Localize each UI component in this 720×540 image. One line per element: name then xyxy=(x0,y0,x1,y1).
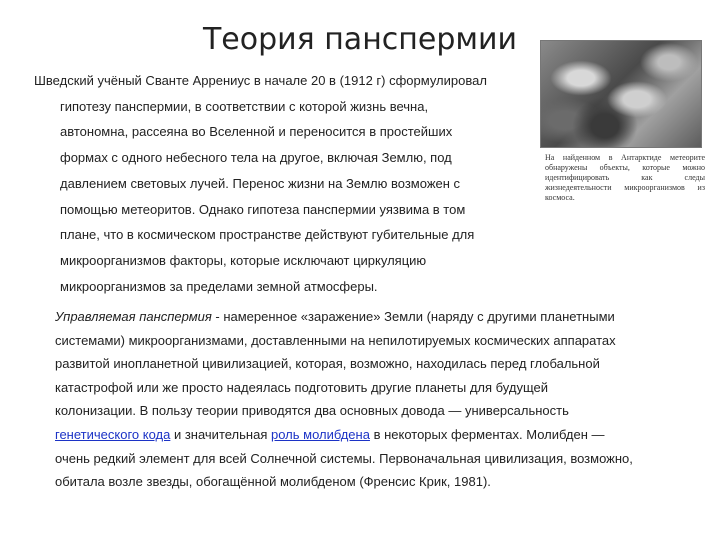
text-line: колонизации. В пользу теории приводятся два основных довода — универсальность xyxy=(55,403,569,419)
text-line: обитала возле звезды, обогащённой молибденом (Френсис Крик, 1981). xyxy=(55,474,491,490)
text-line: давлением световых лучей. Перенос жизни на Землю возможен с xyxy=(60,175,461,191)
text-line: помощью метеоритов. Однако гипотеза панспермии уязвима в том xyxy=(60,201,466,217)
text-line: гипотезу панспермии, в соответствии с которой жизнь вечна, xyxy=(60,98,429,114)
text-line: автономна, рассеяна во Вселенной и переносится в простейших xyxy=(60,124,453,140)
genetic-code-link[interactable]: генетического кода xyxy=(55,426,171,442)
text-line xyxy=(0,423,720,447)
text-line: катастрофой или же просто надеялась подготовить другие планеты для будущей xyxy=(55,379,548,395)
paragraph-directed-panspermia xyxy=(0,305,720,494)
molybdenum-role-link[interactable]: роль молибдена xyxy=(270,426,370,442)
text-line: системами) микроорганизмами, доставленными на непилотируемых космических аппаратах xyxy=(55,332,616,348)
text-line: развитой инопланетной цивилизацией, которая, возможно, находилась перед глобальной xyxy=(55,356,600,372)
text-line: плане, что в космическом пространстве действуют губительные для xyxy=(60,227,475,243)
text-line: формах с одного небесного тела на другое, включая Землю, под xyxy=(60,150,452,166)
page-title: Теория панспермии xyxy=(202,22,518,57)
image-caption: На найденном в Антарктиде метеорите обнаружены объекты, которые можно идентифицировать как следы жизнедеятельности микроорганизмов из космоса. xyxy=(545,153,705,202)
text-line: Шведский учёный Сванте Аррениус в начале 20 в (1912 г) сформулировал xyxy=(34,73,487,88)
text-line xyxy=(0,305,720,329)
text-line: микроорганизмов факторы, которые исключают циркуляцию xyxy=(60,252,427,268)
text-span: в некоторых ферментах. Молибден — xyxy=(369,426,605,442)
text-span: и значительная xyxy=(170,426,271,442)
text-line: микроорганизмов за пределами земной атмосферы. xyxy=(60,278,378,294)
meteorite-micrograph-image xyxy=(540,40,702,148)
paragraph-arrhenius xyxy=(0,68,560,299)
text-span: - намеренное «заражение» Земли (наряду с другими планетными xyxy=(211,309,615,324)
text-line: очень редкий элемент для всей Солнечной системы. Первоначальная цивилизация, возможно, xyxy=(55,450,633,466)
emphasized-term: Управляемая панспермия xyxy=(55,309,212,324)
